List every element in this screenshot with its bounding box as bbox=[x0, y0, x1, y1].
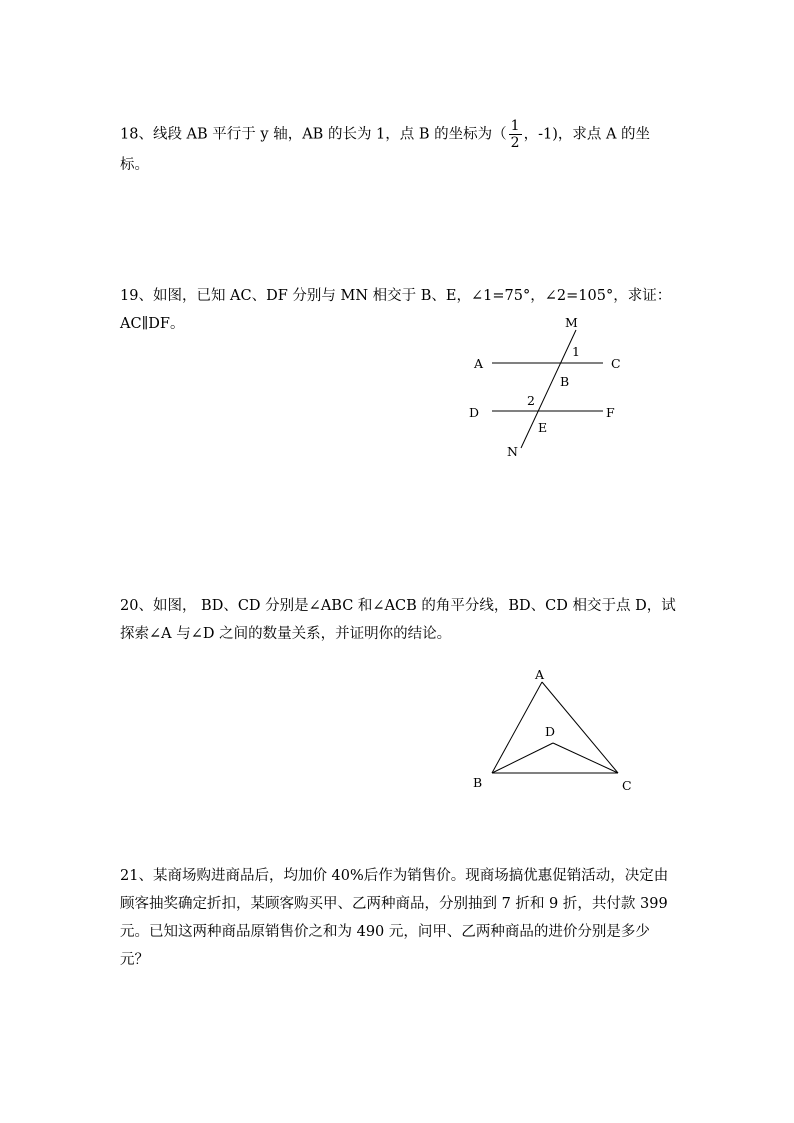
label-e: E bbox=[538, 420, 548, 435]
label-triangle-d: D bbox=[545, 724, 556, 739]
question-21: 21、某商场购进商品后，均加价 40%后作为销售价。现商场搞优惠促销活动，决定由顾客抽奖确定折扣，某顾客购买甲、乙两种商品，分别抽到 7 折和 9 折，共付款 399 元。已知这两种商品原销售价之和为 490 元，问甲、乙两种商品的进价分别是多少元？ bbox=[120, 868, 669, 968]
question-20: 20、如图， BD、CD 分别是∠ABC 和∠ACB 的角平分线，BD、CD 相交于点 D，试探索∠A 与∠D 之间的数量关系，并证明你的结论。 bbox=[120, 598, 676, 642]
label-angle-1: 1 bbox=[572, 344, 580, 359]
question-18-text-after: ，-1)，求点 A 的坐标。 bbox=[120, 126, 651, 173]
label-f: F bbox=[606, 405, 615, 420]
label-n: N bbox=[507, 444, 518, 459]
bisector-cd bbox=[553, 743, 618, 773]
bisector-bd bbox=[492, 743, 553, 773]
question-19: 19、如图，已知 AC、DF 分别与 MN 相交于 B、E，∠1=75°，∠2=105°，求证：AC∥DF。 bbox=[120, 288, 672, 332]
label-c: C bbox=[611, 356, 621, 371]
fraction-denominator: 2 bbox=[510, 135, 520, 151]
fraction-numerator: 1 bbox=[510, 118, 520, 134]
question-18-text-before: 18、线段 AB 平行于 y 轴，AB 的长为 1，点 B 的坐标为（ bbox=[120, 126, 507, 143]
label-m: M bbox=[565, 315, 578, 330]
label-triangle-c: C bbox=[622, 778, 632, 793]
label-triangle-b: B bbox=[473, 775, 483, 790]
label-b: B bbox=[560, 374, 570, 389]
label-a: A bbox=[474, 356, 484, 371]
label-triangle-a: A bbox=[535, 667, 545, 682]
label-angle-2: 2 bbox=[527, 393, 535, 408]
line-mn bbox=[521, 330, 576, 448]
triangle-side-ab bbox=[492, 682, 542, 773]
label-d: D bbox=[469, 405, 480, 420]
